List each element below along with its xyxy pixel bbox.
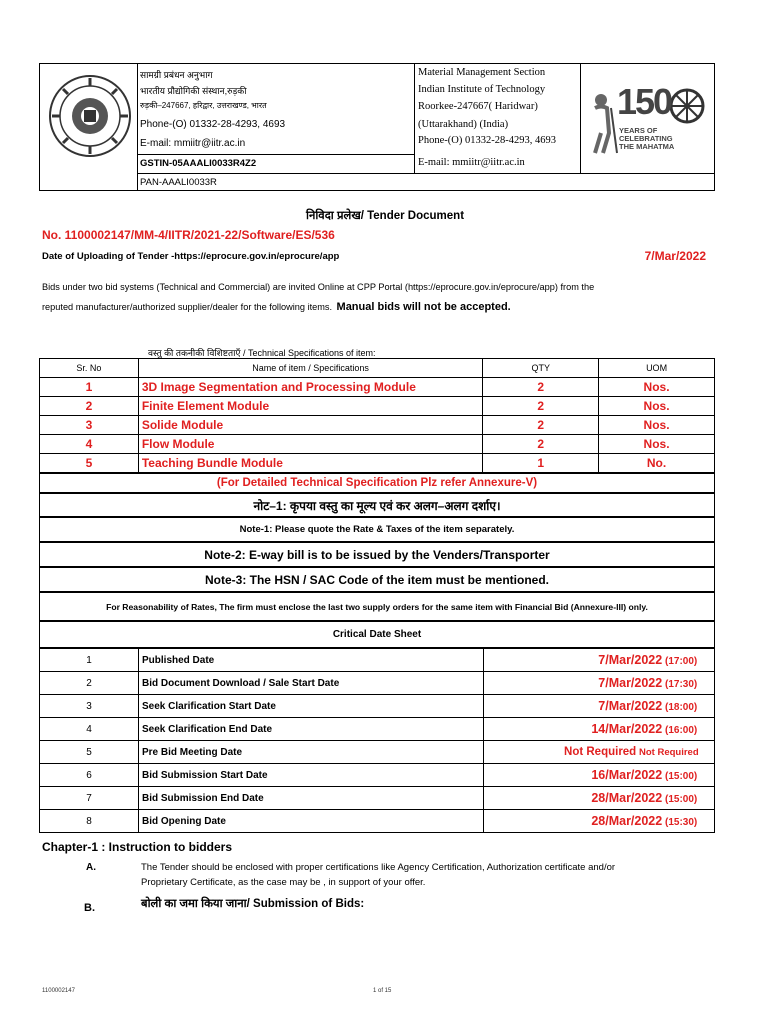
date-sr: 3 [40, 695, 139, 718]
header-pan: PAN-AAALI0033R [140, 177, 217, 188]
logo-150-number: 150 [617, 81, 672, 122]
date-event: Bid Opening Date [139, 810, 484, 833]
table-row [40, 416, 715, 435]
date-time: (15:00) [665, 771, 698, 782]
date-value: Not Required [564, 746, 637, 758]
note-1: Note-1: Please quote the Rate & Taxes of the item separately. [39, 517, 715, 542]
date-sr: 4 [40, 718, 139, 741]
note-hindi: नोट–1: कृपया वस्तु का मूल्य एवं कर अलग–अलग दर्शाए। [39, 493, 715, 517]
item-sr: 4 [40, 435, 139, 454]
header-uom: UOM [599, 359, 715, 378]
footer-tender-id: 1100002147 [42, 988, 75, 994]
item-uom: Nos. [599, 397, 715, 416]
chapter-heading: Chapter-1 : Instruction to bidders [42, 840, 233, 854]
date-time: (17:30) [665, 679, 698, 690]
table-row [40, 435, 715, 454]
header-phone-left: Phone-(O) 01332-28-4293, 4693 [140, 119, 286, 130]
item-sr: 5 [40, 454, 139, 473]
header-eng-line2: Indian Institute of Technology [418, 84, 546, 95]
date-value: 16/Mar/2022 [591, 768, 663, 782]
item-b-label: B. [84, 902, 95, 914]
item-b-text: बोली का जमा किया जाना/ Submission of Bids: [141, 898, 365, 910]
date-sr: 1 [40, 649, 139, 672]
logo-text-line3: THE MAHATMA [619, 142, 675, 151]
table-row [40, 810, 715, 833]
intro-manual-bids: Manual bids will not be accepted. [336, 301, 511, 313]
note-2: Note-2: E-way bill is to be issued by the Venders/Transporter [39, 542, 715, 567]
upload-date-label: Date of Uploading of Tender -https://eprocure.gov.in/eprocure/app [42, 251, 340, 262]
table-row [40, 672, 715, 695]
date-cell [484, 718, 715, 741]
reasonability-note: For Reasonability of Rates, The firm must enclose the last two supply orders for the same item with Financial Bid (Annexure-III) only. [39, 592, 715, 621]
item-qty: 2 [483, 397, 599, 416]
items-table-header [40, 359, 715, 378]
date-time: (17:00) [665, 656, 698, 667]
item-name: Solide Module [138, 416, 482, 435]
date-cell [484, 787, 715, 810]
date-event: Bid Submission Start Date [139, 764, 484, 787]
critical-date-heading: Critical Date Sheet [39, 621, 715, 648]
item-qty: 1 [483, 454, 599, 473]
header-hindi-line3: रुड़की–247667, हरिद्वार, उत्तराखण्ड, भारत [140, 101, 267, 110]
date-event: Seek Clarification End Date [139, 718, 484, 741]
header-eng-line1: Material Management Section [418, 67, 546, 78]
date-event: Pre Bid Meeting Date [139, 741, 484, 764]
date-value: 28/Mar/2022 [591, 814, 663, 828]
note-3: Note-3: The HSN / SAC Code of the item must be mentioned. [39, 567, 715, 592]
header-sr: Sr. No [40, 359, 139, 378]
intro-line2: reputed manufacturer/authorized supplier/dealer for the following items. [42, 302, 333, 312]
item-sr: 2 [40, 397, 139, 416]
items-table [39, 358, 715, 473]
item-name: 3D Image Segmentation and Processing Module [138, 378, 482, 397]
item-uom: Nos. [599, 378, 715, 397]
header-hindi-line1: सामग्री प्रबंधन अनुभाग [140, 70, 213, 80]
item-sr: 1 [40, 378, 139, 397]
date-cell [484, 741, 715, 764]
table-row [40, 718, 715, 741]
intro-line1: Bids under two bid systems (Technical and Commercial) are invited Online at CPP Portal (https://eprocure.gov.in/eprocure/app) from the [42, 282, 595, 292]
header-line-2 [137, 173, 715, 174]
date-sr: 7 [40, 787, 139, 810]
header-email-right: E-mail: mmiitr@iitr.ac.in [418, 157, 525, 168]
date-time: (16:00) [665, 725, 698, 736]
date-value: 14/Mar/2022 [591, 722, 663, 736]
gandhi-150-logo [583, 78, 709, 158]
header-email-left: E-mail: mmiitr@iitr.ac.in [140, 138, 246, 149]
date-event: Bid Document Download / Sale Start Date [139, 672, 484, 695]
header-line-1 [137, 154, 414, 155]
table-row [40, 695, 715, 718]
spec-heading: वस्तु की तकनीकी विशिष्टताएँ / Technical Specifications of item: [148, 348, 376, 358]
table-row [40, 741, 715, 764]
item-qty: 2 [483, 416, 599, 435]
item-sr: 3 [40, 416, 139, 435]
item-uom: Nos. [599, 416, 715, 435]
date-time: Not Required [639, 747, 699, 758]
item-a-line1: The Tender should be enclosed with proper certifications like Agency Certification, Authorization certificate and/or [141, 862, 616, 873]
tender-number: No. 1100002147/MM-4/IITR/2021-22/Software/ES/536 [42, 228, 335, 242]
date-sr: 6 [40, 764, 139, 787]
date-cell [484, 672, 715, 695]
date-value: 7/Mar/2022 [598, 653, 663, 667]
date-value: 7/Mar/2022 [598, 699, 663, 713]
annexure-note: (For Detailed Technical Specification Plz refer Annexure-V) [39, 473, 715, 493]
table-row [40, 764, 715, 787]
table-row [40, 787, 715, 810]
item-name: Finite Element Module [138, 397, 482, 416]
item-uom: No. [599, 454, 715, 473]
item-name: Teaching Bundle Module [138, 454, 482, 473]
intro-line2-wrap [42, 297, 511, 315]
logo-text-line2: CELEBRATING [619, 134, 673, 143]
item-qty: 2 [483, 435, 599, 454]
upload-date-value: 7/Mar/2022 [644, 249, 706, 263]
header-divider-mid [414, 63, 415, 173]
iitr-logo-icon [48, 74, 132, 158]
date-sr: 2 [40, 672, 139, 695]
date-time: (18:00) [665, 702, 698, 713]
document-title: निविदा प्रलेख/ Tender Document [305, 210, 465, 222]
header-divider-left [137, 63, 138, 191]
table-row [40, 397, 715, 416]
item-uom: Nos. [599, 435, 715, 454]
date-sr: 8 [40, 810, 139, 833]
header-name: Name of item / Specifications [138, 359, 482, 378]
table-row [40, 649, 715, 672]
header-phone-right: Phone-(O) 01332-28-4293, 4693 [418, 135, 556, 146]
item-name: Flow Module [138, 435, 482, 454]
date-cell [484, 810, 715, 833]
critical-dates-table [39, 648, 715, 833]
date-cell [484, 764, 715, 787]
date-cell [484, 695, 715, 718]
date-time: (15:30) [665, 817, 698, 828]
date-sr: 5 [40, 741, 139, 764]
header-gstin: GSTIN-05AAALI0033R4Z2 [140, 158, 257, 169]
item-qty: 2 [483, 378, 599, 397]
header-qty: QTY [483, 359, 599, 378]
date-time: (15:00) [665, 794, 698, 805]
item-a-line2: Proprietary Certificate, as the case may be , in support of your offer. [141, 877, 426, 888]
date-event: Seek Clarification Start Date [139, 695, 484, 718]
date-event: Bid Submission End Date [139, 787, 484, 810]
date-value: 28/Mar/2022 [591, 791, 663, 805]
date-event: Published Date [139, 649, 484, 672]
header-eng-line3: Roorkee-247667( Haridwar) [418, 101, 538, 112]
table-row [40, 454, 715, 473]
footer-page-number: 1 of 15 [373, 988, 392, 994]
header-eng-line4: (Uttarakhand) (India) [418, 119, 509, 130]
header-divider-right [580, 63, 581, 173]
date-value: 7/Mar/2022 [598, 676, 663, 690]
item-a-label: A. [86, 862, 96, 873]
table-row [40, 378, 715, 397]
logo-text-line1: YEARS OF [619, 126, 658, 135]
date-cell [484, 649, 715, 672]
header-hindi-line2: भारतीय प्रौद्योगिकी संस्थान,रुड़की [140, 86, 247, 96]
